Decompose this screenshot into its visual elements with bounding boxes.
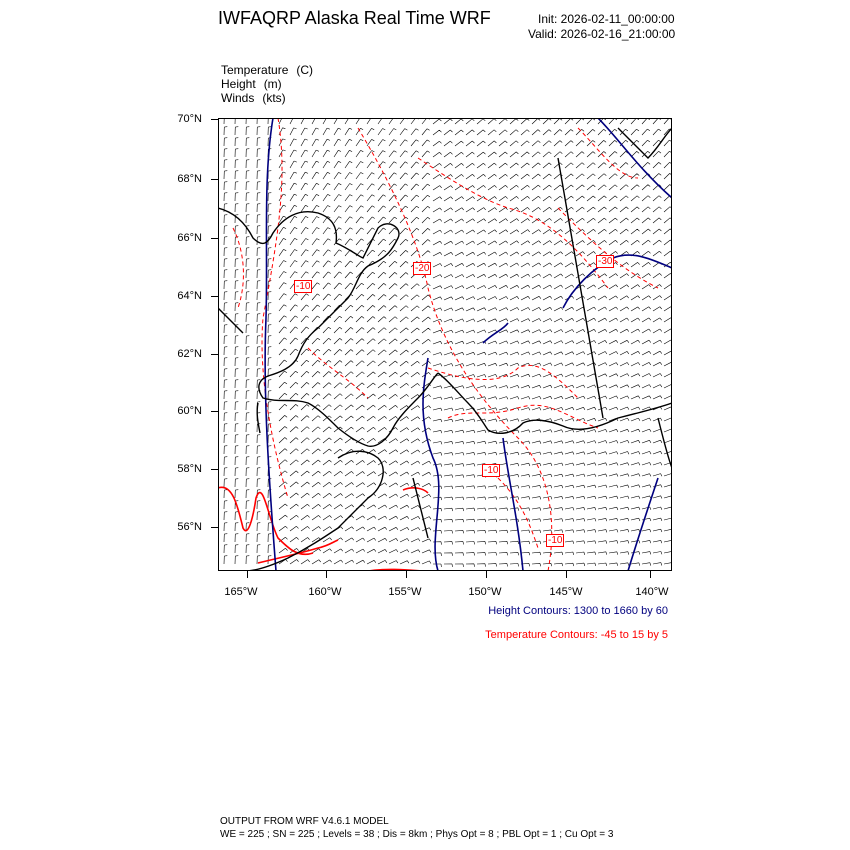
valid-time: Valid: 2026-02-16_21:00:00: [528, 27, 676, 41]
coastline: [218, 118, 672, 571]
field-unit: (C): [296, 63, 314, 77]
temperature-contour-label: -30: [598, 256, 613, 267]
lat-label: 64°N: [177, 290, 202, 302]
lat-tick: [211, 354, 218, 355]
lat-tick: [211, 296, 218, 297]
lat-label: 70°N: [177, 113, 202, 125]
temperature-contour-label: -10: [548, 535, 563, 546]
lon-label: 165°W: [224, 586, 258, 598]
field-unit: (kts): [262, 91, 286, 105]
model-config: WE = 225 ; SN = 225 ; Levels = 38 ; Dis = 8km ; Phys Opt = 8 ; PBL Opt = 1 ; Cu Opt = 3: [220, 829, 614, 840]
country-border: [558, 158, 603, 418]
lat-label: 66°N: [177, 232, 202, 244]
lat-label: 60°N: [177, 405, 202, 417]
lat-tick: [211, 469, 218, 470]
lon-label: 140°W: [635, 586, 669, 598]
lon-label: 160°W: [308, 586, 342, 598]
field-temperature: [221, 63, 313, 77]
init-time: Init: 2026-02-11_00:00:00: [538, 12, 675, 26]
height-contours: [265, 118, 672, 571]
lon-label: 145°W: [549, 586, 583, 598]
lat-tick: [211, 527, 218, 528]
lat-tick: [211, 179, 218, 180]
temperature-contour-label: -10: [296, 281, 311, 292]
field-name: Temperature: [221, 63, 289, 77]
field-name: Height: [221, 77, 256, 91]
temperature-contour-label: -20: [415, 263, 430, 274]
lat-label: 68°N: [177, 173, 202, 185]
lon-tick: [247, 571, 248, 578]
lat-label: 58°N: [177, 463, 202, 475]
map-canvas: [218, 118, 672, 571]
lon-tick: [650, 571, 651, 578]
map-panel[interactable]: [218, 118, 672, 571]
lat-tick: [211, 238, 218, 239]
model-info: OUTPUT FROM WRF V4.6.1 MODEL: [220, 816, 389, 827]
height-contour-legend: Height Contours: 1300 to 1660 by 60: [488, 605, 668, 617]
lon-tick: [326, 571, 327, 578]
lat-label: 62°N: [177, 348, 202, 360]
field-height: [221, 77, 282, 91]
map-title: IWFAQRP Alaska Real Time WRF: [218, 8, 491, 28]
temperature-contour-label: -10: [484, 465, 499, 476]
field-name: Winds: [221, 91, 255, 105]
temperature-contour-legend: Temperature Contours: -45 to 15 by 5: [485, 629, 668, 641]
lon-tick: [406, 571, 407, 578]
lat-label: 56°N: [177, 521, 202, 533]
lon-tick: [566, 571, 567, 578]
lon-label: 150°W: [468, 586, 502, 598]
temperature-contours-solid: [218, 487, 428, 571]
field-unit: (m): [263, 77, 282, 91]
lon-label: 155°W: [388, 586, 422, 598]
lon-tick: [486, 571, 487, 578]
field-winds: [221, 91, 286, 105]
lat-tick: [211, 119, 218, 120]
lat-tick: [211, 411, 218, 412]
